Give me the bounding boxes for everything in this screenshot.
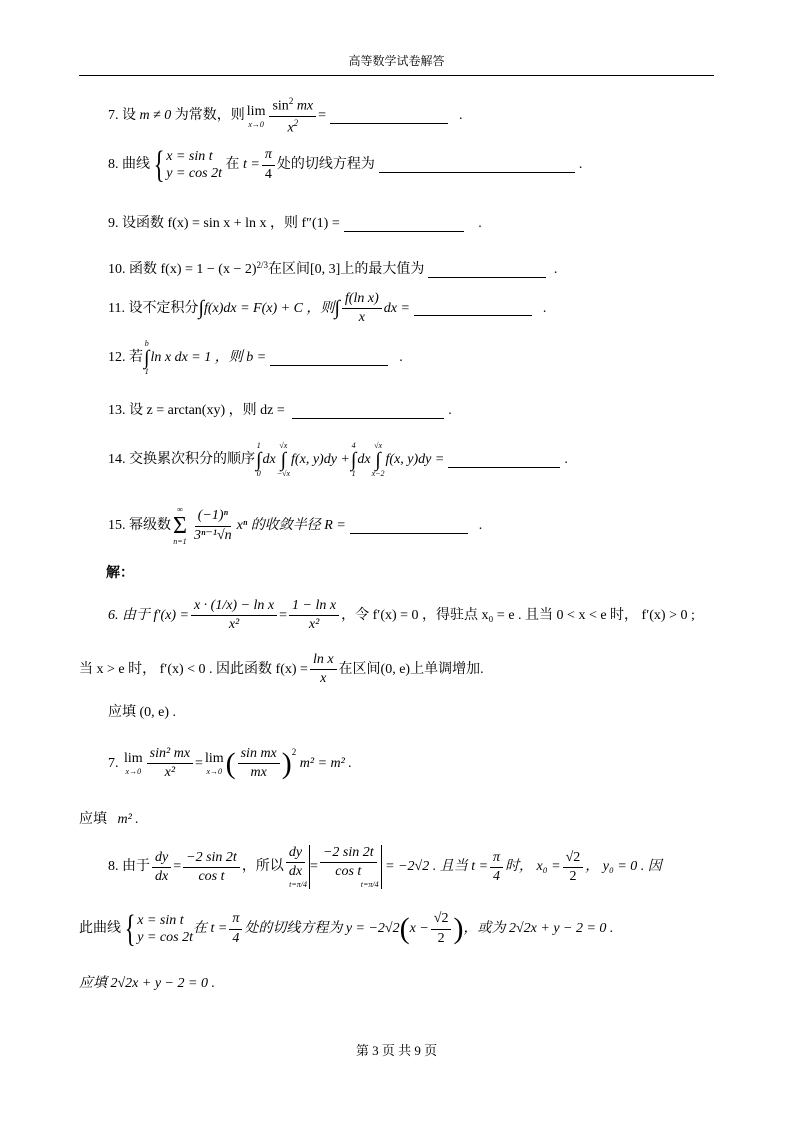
definite-integral: 4 ∫ 1 [350,441,357,478]
problem-text: 设 [122,108,136,124]
equals: = [279,607,288,623]
fraction: $\frac{\text{f(ln x)}}{x}$ [342,291,382,326]
definite-integral: √x ∫ −√x [276,441,291,478]
definite-integral: 1 ∫ 0 [256,441,262,478]
problem-7 [108,96,463,137]
solution-6-answer [108,705,176,721]
fraction: $\frac{\text{ln x}}{x}$ [310,652,337,687]
problem-text: 曲线 [122,156,150,172]
math: 时， x₀ = [505,859,561,875]
answer-blank[interactable] [428,263,546,278]
math: 处的切线方程为 y = −2√2 [244,920,400,936]
definite-integral: b ∫ 1 [144,339,150,376]
solution-text: 当 x > e 时， f′(x) < 0 . 因此函数 f(x) = [79,661,308,677]
answer-blank[interactable] [330,109,448,124]
problem-text: 幂级数 [129,517,171,533]
answer-blank[interactable] [379,158,575,173]
period: . [564,451,568,467]
problem-text: 处的切线方程为 [276,156,375,172]
math: xⁿ 的收敛半径 R = [236,517,346,533]
answer-blank[interactable] [350,519,468,534]
exponent: 2/3 [256,259,269,270]
evaluated-at: $\frac{-2 \sin 2t}{\text{cos t}}$ t=π/4 [318,845,382,889]
equation-line: y = cos 2t [166,166,222,181]
problem-number: 14. [108,451,126,467]
fraction: $\frac{dy}{dx}$ [152,850,171,885]
problem-text: 设不定积分 [128,300,199,316]
fraction: $\frac{√2}{2}$ [563,850,584,885]
solution-6-line-1 [108,598,695,633]
solution-6-line-2 [79,652,484,687]
page-header [79,52,714,76]
math: ln x dx = 1 ，则 b = [150,349,267,365]
problem-9 [108,216,482,232]
fraction: $\frac{\text{x · (1/x) − ln x}}{\text{x²}}$ [191,598,277,633]
solution-7-answer [79,812,139,828]
problem-14 [108,442,568,478]
math: 在 t = [192,920,228,936]
equals: = [318,108,327,124]
definite-integral: √x ∫ x−2 [371,441,385,478]
solution-8-line-1: 8. 由于 $\frac{dy}{dx}$ = $\frac{-2 \sin 2t}{\text{cos t}}$ ，所以 $\frac{dy}{dx}$ t=π/4 = $\frac{-2 \sin 2t}{\text{cos t}}$ t=π/4 = −2√2 . 且当 t = $\frac{\pi}{4}$ 时， x₀ = $\frac{√2}{2}$ ， y₀ = 0 . 因 [108,845,662,890]
problem-15 [108,506,482,546]
problem-number: 11. [108,300,125,316]
answer-blank[interactable] [344,217,464,232]
problem-number: 9. [108,216,119,231]
problem-text: 函数 f(x) = 1 − (x − 2) [129,262,257,277]
parametric-system: { x = sin t y = cos 2t [124,908,193,950]
period: . [553,262,558,277]
math: t = [242,156,260,172]
answer-text: m² . [117,812,139,827]
solution-text: ，令 f′(x) = 0 ，得驻点 x₀ = e . 且当 0 < x < e 时， f′(x) > 0 ; [341,607,695,623]
solution-text: 此曲线 [79,920,121,936]
problem-12 [108,340,403,376]
fraction: $\frac{\pi}{4}$ [229,911,242,946]
integral-sign: ∫ [334,297,340,320]
period: . [448,403,452,418]
problem-number: 7. [108,108,119,124]
equals: = [195,755,203,771]
fraction: $\frac{\sin^2 mx}{x^2}$ [269,96,316,137]
problem-number: 12. [108,349,126,365]
math: dx [262,451,276,467]
problem-text: 设函数 f(x) = sin x + ln x ，则 f″(1) = [122,216,340,231]
answer-blank[interactable] [292,404,444,419]
problem-text: 在 [225,156,240,172]
math: m² = m² . [299,755,352,771]
fraction: $\frac{\text{sin mx}}{mx}$ [238,746,280,781]
period: . [578,156,583,172]
solution-text: 8. 由于 [108,859,150,875]
problem-text: 交换累次积分的顺序 [129,451,255,467]
solution-text: 在区间(0, e)上单调增加. [338,661,484,677]
math: f(x)dx = F(x) + C ，则 [203,300,335,316]
fraction: $\frac{\text{1 − ln x}}{\text{x²}}$ [289,598,339,633]
period: . [399,349,403,365]
solution-number: 7. [108,755,119,771]
problem-text: 设 z = arctan(xy) ，则 dz = [129,403,285,418]
fraction: $\frac{\pi}{4}$ [262,147,275,182]
fraction: $\frac{\pi}{4}$ [490,850,503,885]
answer-text: 应填 2√2x + y − 2 = 0 . [79,976,215,991]
header-title: 高等数学试卷解答 [348,54,445,68]
answer-blank[interactable] [270,351,388,366]
solution-text: ，所以 [241,859,284,875]
integral-sign: ∫ [198,297,204,320]
problem-text: 若 [129,349,143,365]
solution-heading [106,566,134,582]
math: dx [357,451,371,467]
period: . [459,108,463,124]
problem-number: 13. [108,403,126,418]
limit-symbol: lim x→0 [124,750,143,777]
fraction: $\frac{\text{(−1)ⁿ}}{\text{3ⁿ⁻¹√n}}$ [193,508,232,543]
answer-label: 应填 [79,812,107,827]
equation-line: x = sin t [137,912,184,928]
math: = −2√2 . 且当 t = [385,859,489,875]
limit-symbol: lim x→0 [204,750,224,777]
math: f(x, y)dy = [385,451,445,467]
period: . [542,300,547,316]
condition: m ≠ 0 [139,108,172,124]
answer-blank[interactable] [414,301,532,316]
period: . [478,216,482,231]
fraction: $\frac{-2 \sin 2t}{\text{cos t}}$ [183,850,240,885]
problem-text: 在区间[0, 3]上的最大值为 [268,262,425,277]
limit-symbol: lim x→0 [246,103,266,129]
problem-13 [108,403,452,419]
solution-8-line-2: 此曲线 { x = sin t y = cos 2t 在 t = $\frac{\pi}{4}$ 处的切线方程为 y = −2√2 ( x − $\frac{√2}{2}$ ) ，或为 2√2x + y − 2 = 0 . [79,908,614,950]
equation-line: x = sin t [166,148,213,164]
problem-text: 为常数，则 [174,108,245,124]
math: f(x, y)dy + [291,451,350,467]
solution-7: 7. lim x→0 $\frac{\text{sin² mx}}{\text{x²}}$ = lim x→0 ( $\frac{\text{sin mx}}{mx}$ ) $^2$ m² = m² . [108,746,352,781]
problem-11 [108,291,546,326]
problem-number: 15. [108,517,126,533]
heading-text: 解： [106,566,134,581]
period: . [478,517,483,533]
problem-10 [108,259,558,278]
fraction: $\frac{\text{sin² mx}}{\text{x²}}$ [147,746,193,781]
evaluated-at: $\frac{dy}{dx}$ t=π/4 [284,845,310,889]
math: ， y₀ = 0 . 因 [585,859,662,875]
math: x − [409,920,429,936]
problem-number: 8. [108,156,119,172]
answer-text: 应填 (0, e) . [108,705,177,720]
answer-blank[interactable] [448,453,560,468]
math: ，或为 2√2x + y − 2 = 0 . [463,920,614,936]
solution-8-answer [79,976,215,992]
problem-number: 10. [108,262,126,277]
page-footer [0,1040,793,1059]
math: dx = [383,300,410,316]
summation: ∞ Σ n=1 [173,505,187,546]
equation-line: y = cos 2t [137,930,193,945]
math: 6. 由于 f′(x) = [108,607,189,623]
problem-8 [108,146,582,184]
fraction: $\frac{√2}{2}$ [431,911,452,946]
parametric-system: { x = sin t y = cos 2t [153,144,222,186]
page-number: 第 3 页 共 9 页 [355,1043,438,1058]
